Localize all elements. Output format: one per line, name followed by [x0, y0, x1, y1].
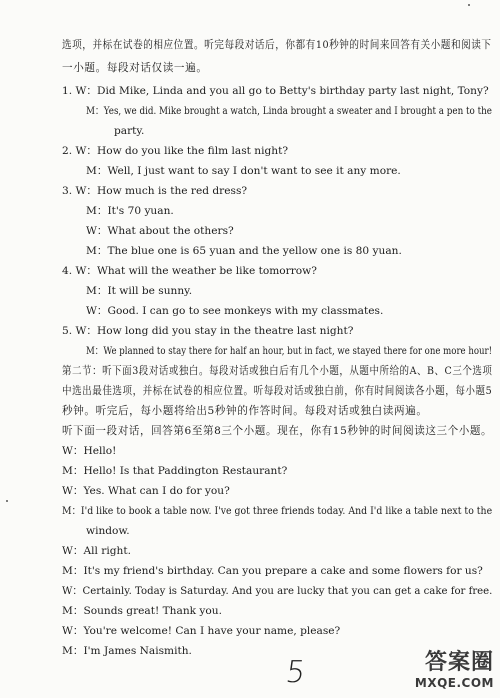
- text-line: W：All right.: [62, 545, 131, 557]
- text-line: W：Yes. What can I do for you?: [62, 485, 230, 497]
- text-line: M：Sounds great! Thank you.: [62, 605, 222, 617]
- text-line: window.: [86, 525, 130, 537]
- text-line: 3. W：How much is the red dress?: [62, 185, 248, 197]
- watermark-brand: 答案圈: [424, 650, 494, 675]
- text-line: M：The blue one is 65 yuan and the yellow one is 80 yuan.: [86, 245, 402, 257]
- text-line: 5. W：How long did you stay in the theatre last night?: [62, 325, 354, 337]
- text-line: 听下面一段对话，回答第6至第8三个小题。现在，你有15秒钟的时间阅读这三个小题。: [62, 425, 493, 437]
- text-line: 中选出最佳选项，并标在试卷的相应位置。听每段对话或独白前，你有时间阅读各小题，每小题5: [62, 385, 493, 397]
- text-line: 一小题。每段对话仅读一遍。: [62, 62, 208, 74]
- watermark-logo: [398, 650, 494, 694]
- speck: [6, 500, 8, 502]
- text-line: M：I'm James Naismith.: [62, 645, 192, 657]
- text-line: M：Yes, we did. Mike brought a watch, Linda brought a sweater and I brought a pen to the: [86, 105, 492, 117]
- text-line: W：What about the others?: [86, 225, 234, 237]
- text-line: M：Hello! Is that Paddington Restaurant?: [62, 465, 288, 477]
- speck: [468, 4, 470, 6]
- text-line: 4. W：What will the weather be like tomorrow?: [62, 265, 317, 277]
- text-line: 1. W：Did Mike, Linda and you all go to Betty's birthday party last night, Tony?: [62, 85, 489, 97]
- text-line: M：It's 70 yuan.: [86, 205, 174, 217]
- text-line: M：We planned to stay there for half an hour, but in fact, we stayed there for one more hour!: [86, 345, 493, 357]
- text-line: W：Certainly. Today is Saturday. And you are lucky that you can get a cake for free.: [62, 585, 493, 597]
- text-line: M：It's my friend's birthday. Can you prepare a cake and some flowers for us?: [62, 565, 483, 577]
- text-line: M：It will be sunny.: [86, 285, 193, 297]
- watermark-url: MXQE.COM: [414, 676, 494, 690]
- page-number: 5: [283, 655, 308, 690]
- text-line: party.: [114, 125, 145, 137]
- text-line: W：Hello!: [62, 445, 117, 457]
- text-line: 2. W：How do you like the film last night?: [62, 145, 289, 157]
- text-line: 秒钟。听完后，每小题将给出5秒钟的作答时间。每段对话或独白读两遍。: [62, 405, 428, 417]
- text-line: 第二节：听下面3段对话或独白。每段对话或独白后有几个小题，从题中所给的A、B、C三个选项: [62, 365, 493, 377]
- text-line: 选项，并标在试卷的相应位置。听完每段对话后，你都有10秒钟的时间来回答有关小题和阅读下: [62, 39, 492, 51]
- text-line: W：Good. I can go to see monkeys with my classmates.: [86, 305, 384, 317]
- text-line: W：You're welcome! Can I have your name, please?: [62, 625, 341, 637]
- text-line: M：I'd like to book a table now. I've got three friends today. And I'd like a table next to the: [62, 505, 493, 517]
- text-line: M：Well, I just want to say I don't want to see it any more.: [86, 165, 401, 177]
